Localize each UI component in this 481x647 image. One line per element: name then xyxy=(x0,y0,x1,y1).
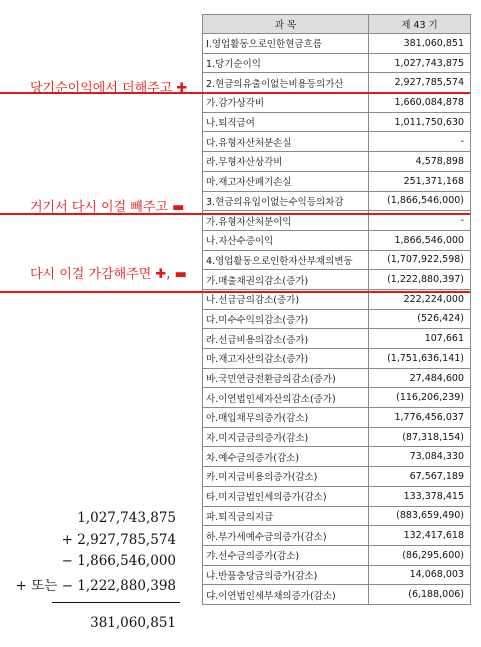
amount-cell: 1,027,743,875 xyxy=(369,53,471,73)
account-cell: 자.미지급금의증가(감소) xyxy=(203,427,369,447)
annotation-adjust: 다시 이걸 가감해주면 ✚, ▬ xyxy=(30,267,187,282)
highlight-line-adjust xyxy=(0,291,470,293)
account-cell: 파.퇴직금의지급 xyxy=(203,506,369,526)
account-cell: 나.퇴직급여 xyxy=(203,112,369,132)
account-cell: 사.이연법인세자산의감소(증가) xyxy=(203,388,369,408)
amount-cell: (1,707,922,598) xyxy=(369,250,471,270)
calc-line-4: + 또는 − 1,222,880,398 xyxy=(15,578,176,594)
amount-cell: 107,661 xyxy=(369,329,471,349)
amount-cell: (526,424) xyxy=(369,309,471,329)
account-cell: 4.영업활동으로인한자산부채의변동 xyxy=(203,250,369,270)
amount-cell: (883,659,490) xyxy=(369,506,471,526)
calc-line-2: + 2,927,785,574 xyxy=(61,532,176,548)
table-row xyxy=(203,329,471,349)
account-cell: 다.미수수익의감소(증가) xyxy=(203,309,369,329)
account-cell: 나.선급금의감소(증가) xyxy=(203,289,369,309)
table-row xyxy=(203,53,471,73)
table-row xyxy=(203,73,471,93)
table-row xyxy=(203,368,471,388)
amount-cell: 1,776,456,037 xyxy=(369,408,471,428)
amount-cell: (86,295,600) xyxy=(369,545,471,565)
annotation-subtract: 거기서 다시 이걸 빼주고 ▬ xyxy=(30,200,185,215)
account-cell: 가.유형자산처분이익 xyxy=(203,211,369,231)
account-cell: 갸.선수금의증가(감소) xyxy=(203,545,369,565)
amount-cell: - xyxy=(369,211,471,231)
table-row xyxy=(203,152,471,172)
table-header-row xyxy=(203,15,471,34)
amount-cell: 1,660,084,878 xyxy=(369,93,471,113)
amount-cell: 27,484,600 xyxy=(369,368,471,388)
amount-cell: (1,866,546,000) xyxy=(369,191,471,211)
table-body xyxy=(203,34,471,605)
account-cell: 댜.이연법인세부채의증가(감소) xyxy=(203,585,369,605)
table-row xyxy=(203,526,471,546)
table-row xyxy=(203,427,471,447)
table-row xyxy=(203,132,471,152)
amount-cell: - xyxy=(369,132,471,152)
account-cell: 아.매입채무의증가(감소) xyxy=(203,408,369,428)
calc-sum-rule xyxy=(52,602,180,603)
table-row xyxy=(203,230,471,250)
amount-cell: 132,417,618 xyxy=(369,526,471,546)
table-row xyxy=(203,467,471,487)
account-cell: 1.당기순이익 xyxy=(203,53,369,73)
account-cell: 차.예수금의증가(감소) xyxy=(203,447,369,467)
amount-cell: 251,371,168 xyxy=(369,171,471,191)
table-row xyxy=(203,447,471,467)
account-cell: 2.현금의유출이없는비용등의가산 xyxy=(203,73,369,93)
header-period: 제 43 기 xyxy=(369,15,471,34)
table-row xyxy=(203,191,471,211)
table-row xyxy=(203,565,471,585)
table-row xyxy=(203,388,471,408)
amount-cell: 222,224,000 xyxy=(369,289,471,309)
amount-cell: (116,206,239) xyxy=(369,388,471,408)
account-cell: 라.선급비용의감소(증가) xyxy=(203,329,369,349)
table-row xyxy=(203,349,471,369)
amount-cell: 73,084,330 xyxy=(369,447,471,467)
account-cell: 마.재고자산폐기손실 xyxy=(203,171,369,191)
calc-result: 381,060,851 xyxy=(90,615,176,631)
amount-cell: (1,751,636,141) xyxy=(369,349,471,369)
table-row xyxy=(203,585,471,605)
table-row xyxy=(203,112,471,132)
table-row xyxy=(203,250,471,270)
calc-line-3: − 1,866,546,000 xyxy=(61,553,176,569)
account-cell: 가.매출채권의감소(증가) xyxy=(203,270,369,290)
account-cell: 나.자산수증이익 xyxy=(203,230,369,250)
table-row xyxy=(203,93,471,113)
account-cell: 냐.반품충당금의증가(감소) xyxy=(203,565,369,585)
annotation-add: 당기순이익에서 더해주고 ✚ xyxy=(30,81,188,96)
table-row xyxy=(203,408,471,428)
amount-cell: 4,578,898 xyxy=(369,152,471,172)
amount-cell: 133,378,415 xyxy=(369,486,471,506)
table-row xyxy=(203,270,471,290)
account-cell: 마.재고자산의감소(증가) xyxy=(203,349,369,369)
account-cell: 타.미지급법인세의증가(감소) xyxy=(203,486,369,506)
table-row xyxy=(203,34,471,54)
amount-cell: 1,011,750,630 xyxy=(369,112,471,132)
account-cell: 3.현금의유입이없는수익등의차감 xyxy=(203,191,369,211)
cash-flow-table xyxy=(202,14,471,605)
amount-cell: 2,927,785,574 xyxy=(369,73,471,93)
amount-cell: (1,222,880,397) xyxy=(369,270,471,290)
amount-cell: (6,188,006) xyxy=(369,585,471,605)
account-cell: 바.국민연금전환금의감소(증가) xyxy=(203,368,369,388)
account-cell: 가.감가상각비 xyxy=(203,93,369,113)
account-cell: Ⅰ.영업활동으로인한현금흐름 xyxy=(203,34,369,54)
account-cell: 하.부가세예수금의증가(감소) xyxy=(203,526,369,546)
amount-cell: 1,866,546,000 xyxy=(369,230,471,250)
amount-cell: 14,068,003 xyxy=(369,565,471,585)
table-row xyxy=(203,309,471,329)
amount-cell: 381,060,851 xyxy=(369,34,471,54)
header-account: 과 목 xyxy=(203,15,369,34)
calc-line-1: 1,027,743,875 xyxy=(77,510,176,526)
amount-cell: 67,567,189 xyxy=(369,467,471,487)
table-row xyxy=(203,486,471,506)
table-row xyxy=(203,171,471,191)
account-cell: 카.미지급비용의증가(감소) xyxy=(203,467,369,487)
table-row xyxy=(203,545,471,565)
table-row xyxy=(203,506,471,526)
account-cell: 다.유형자산처분손실 xyxy=(203,132,369,152)
amount-cell: (87,318,154) xyxy=(369,427,471,447)
account-cell: 라.무형자산상각비 xyxy=(203,152,369,172)
